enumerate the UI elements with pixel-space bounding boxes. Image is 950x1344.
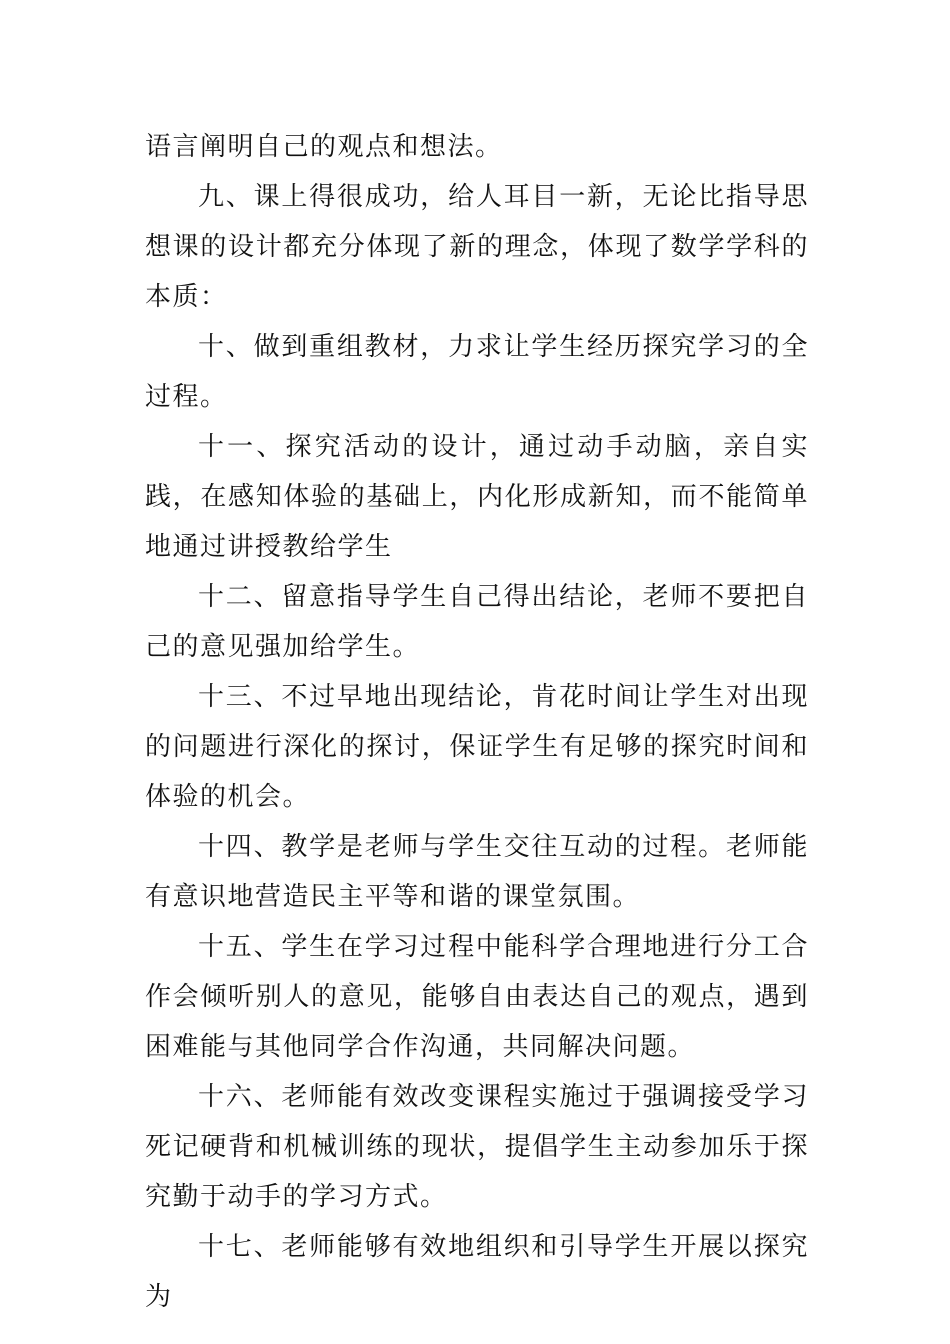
- document-body: [145, 122, 809, 1322]
- paragraph-continuation: 语言阐明自己的观点和想法。: [145, 132, 503, 162]
- paragraph-item-14: 十四、教学是老师与学生交往互动的过程。老师能有意识地营造民主平等和谐的课堂氛围。: [145, 832, 809, 912]
- paragraph-item-12: 十二、留意指导学生自己得出结论，老师不要把自己的意见强加给学生。: [145, 582, 809, 662]
- paragraph-item-15: 十五、学生在学习过程中能科学合理地进行分工合作会倾听别人的意见，能够自由表达自己的观点，遇到困难能与其他同学合作沟通，共同解决问题。: [145, 932, 809, 1062]
- paragraph-item-11: 十一、探究活动的设计，通过动手动脑，亲自实践，在感知体验的基础上，内化形成新知，而不能简单地通过讲授教给学生: [145, 432, 809, 562]
- paragraph-item-9: 九、课上得很成功，给人耳目一新，无论比指导思想课的设计都充分体现了新的理念，体现了数学学科的本质：: [145, 182, 809, 312]
- paragraph-item-10: 十、做到重组教材，力求让学生经历探究学习的全过程。: [145, 332, 809, 412]
- paragraph-item-13: 十三、不过早地出现结论，肯花时间让学生对出现的问题进行深化的探讨，保证学生有足够的探究时间和体验的机会。: [145, 682, 809, 812]
- paragraph-item-16: 十六、老师能有效改变课程实施过于强调接受学习死记硬背和机械训练的现状，提倡学生主动参加乐于探究勤于动手的学习方式。: [145, 1082, 809, 1212]
- paragraph-item-17: 十七、老师能够有效地组织和引导学生开展以探究为: [145, 1232, 809, 1312]
